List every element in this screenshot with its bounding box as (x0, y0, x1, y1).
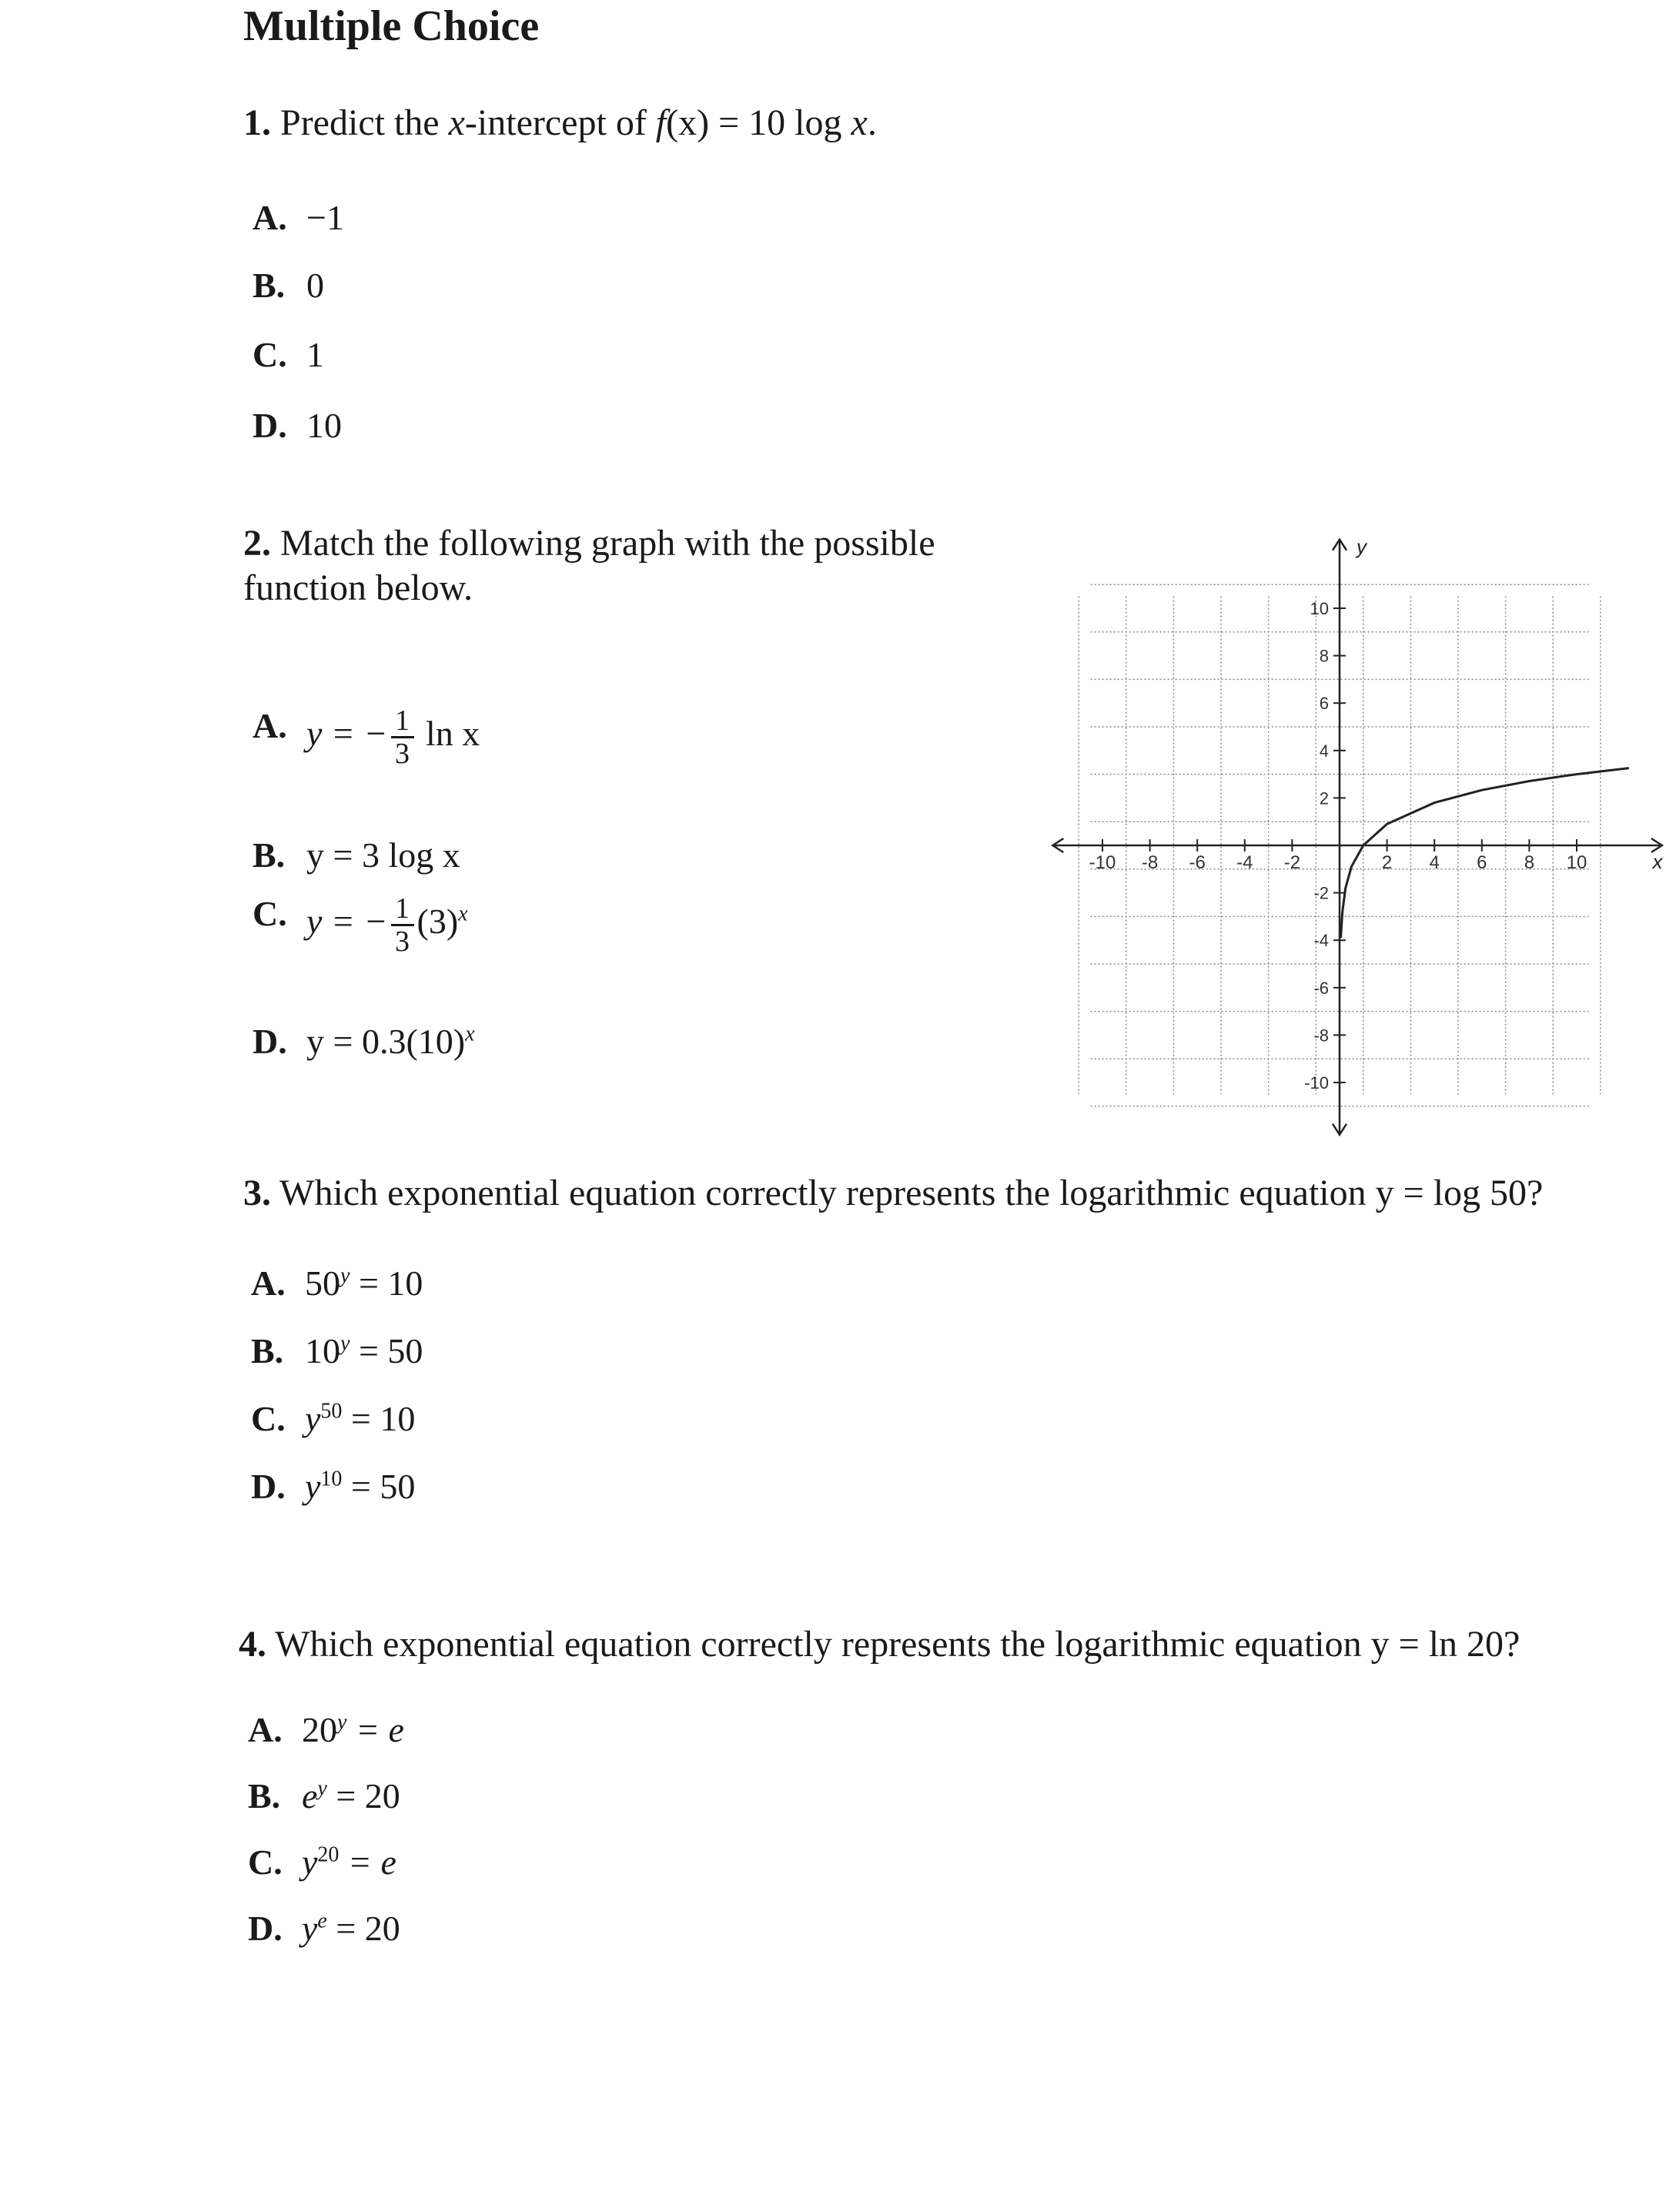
y-tick-label: -2 (1313, 883, 1329, 903)
question-1: 1. Predict the x-intercept of f(x) = 10 log x. (243, 102, 877, 143)
axes (1052, 540, 1662, 1135)
question-number: 1. (243, 102, 271, 143)
question-number: 3. (243, 1173, 271, 1213)
q3-option-b[interactable]: B. $10^y = 50$ (251, 1331, 423, 1370)
q1-option-d[interactable]: D. 10 (253, 406, 342, 445)
x-axis-label: x (1652, 850, 1663, 873)
fraction: $\frac{1}{3}$ (391, 893, 414, 957)
q1-option-c[interactable]: C. 1 (253, 335, 324, 374)
y-tick-label: 8 (1319, 646, 1329, 666)
y-tick-label: -4 (1313, 931, 1329, 951)
graph (1032, 531, 1663, 1147)
y-tick-label: 2 (1319, 788, 1329, 808)
q3-option-a[interactable]: A. $50^y = 10$ (251, 1263, 423, 1303)
question-number: 2. (243, 523, 271, 564)
y-tick-label: -8 (1313, 1026, 1329, 1046)
x-tick-label: -2 (1283, 852, 1301, 873)
q1-option-b[interactable]: B. 0 (253, 266, 324, 305)
q1-option-a[interactable]: A. −1 (253, 198, 344, 237)
x-tick-label: 8 (1524, 852, 1535, 873)
y-tick-label: 6 (1319, 694, 1329, 714)
q2-option-b[interactable]: B. y = 3 log x (253, 835, 460, 875)
q4-option-c[interactable]: C. $y^{20} = e$ (248, 1842, 396, 1882)
q2-option-a[interactable]: A. y = − $\frac{1}{3}$ ln x (253, 704, 480, 770)
q2-option-c[interactable]: C. y = − $\frac{1}{3}$ $(3)^x$ (253, 892, 468, 958)
y-tick-label: 10 (1310, 599, 1329, 618)
question-2-line-2: function below. (243, 567, 473, 608)
y-axis-label: y (1357, 535, 1367, 559)
q3-option-d[interactable]: D. $y^{10} = 50$ (251, 1467, 416, 1506)
question-4: 4. Which exponential equation correctly represents the logarithmic equation y = ln 20? (239, 1624, 1520, 1665)
x-tick-label: 4 (1429, 852, 1440, 873)
y-tick-label: -6 (1313, 978, 1329, 998)
q3-option-c[interactable]: C. $y^{50} = 10$ (251, 1399, 416, 1438)
question-number: 4. (239, 1624, 266, 1665)
x-tick-label: 10 (1566, 852, 1587, 873)
x-tick-label: -10 (1089, 852, 1116, 873)
x-tick-label: 2 (1381, 852, 1393, 873)
y-tick-label: 4 (1319, 741, 1329, 761)
page-title: Multiple Choice (243, 2, 540, 50)
x-tick-label: -8 (1141, 852, 1159, 873)
x-tick-label: -6 (1189, 852, 1206, 873)
x-tick-label: -4 (1236, 852, 1253, 873)
question-2-line-1: 2. Match the following graph with the possible (243, 523, 935, 564)
q2-option-d[interactable]: D. $y = 0.3(10)^x$ (253, 1022, 475, 1061)
x-tick-label: 6 (1477, 852, 1487, 873)
fraction: $\frac{1}{3}$ (391, 705, 414, 769)
question-3: 3. Which exponential equation correctly represents the logarithmic equation y = log 50? (243, 1173, 1544, 1213)
q4-option-d[interactable]: D. $y^e = 20$ (248, 1909, 400, 1948)
q4-option-a[interactable]: A. $20^y = e$ (248, 1710, 404, 1749)
q4-option-b[interactable]: B. $e^y = 20$ (248, 1776, 400, 1815)
y-tick-label: -10 (1304, 1073, 1329, 1093)
